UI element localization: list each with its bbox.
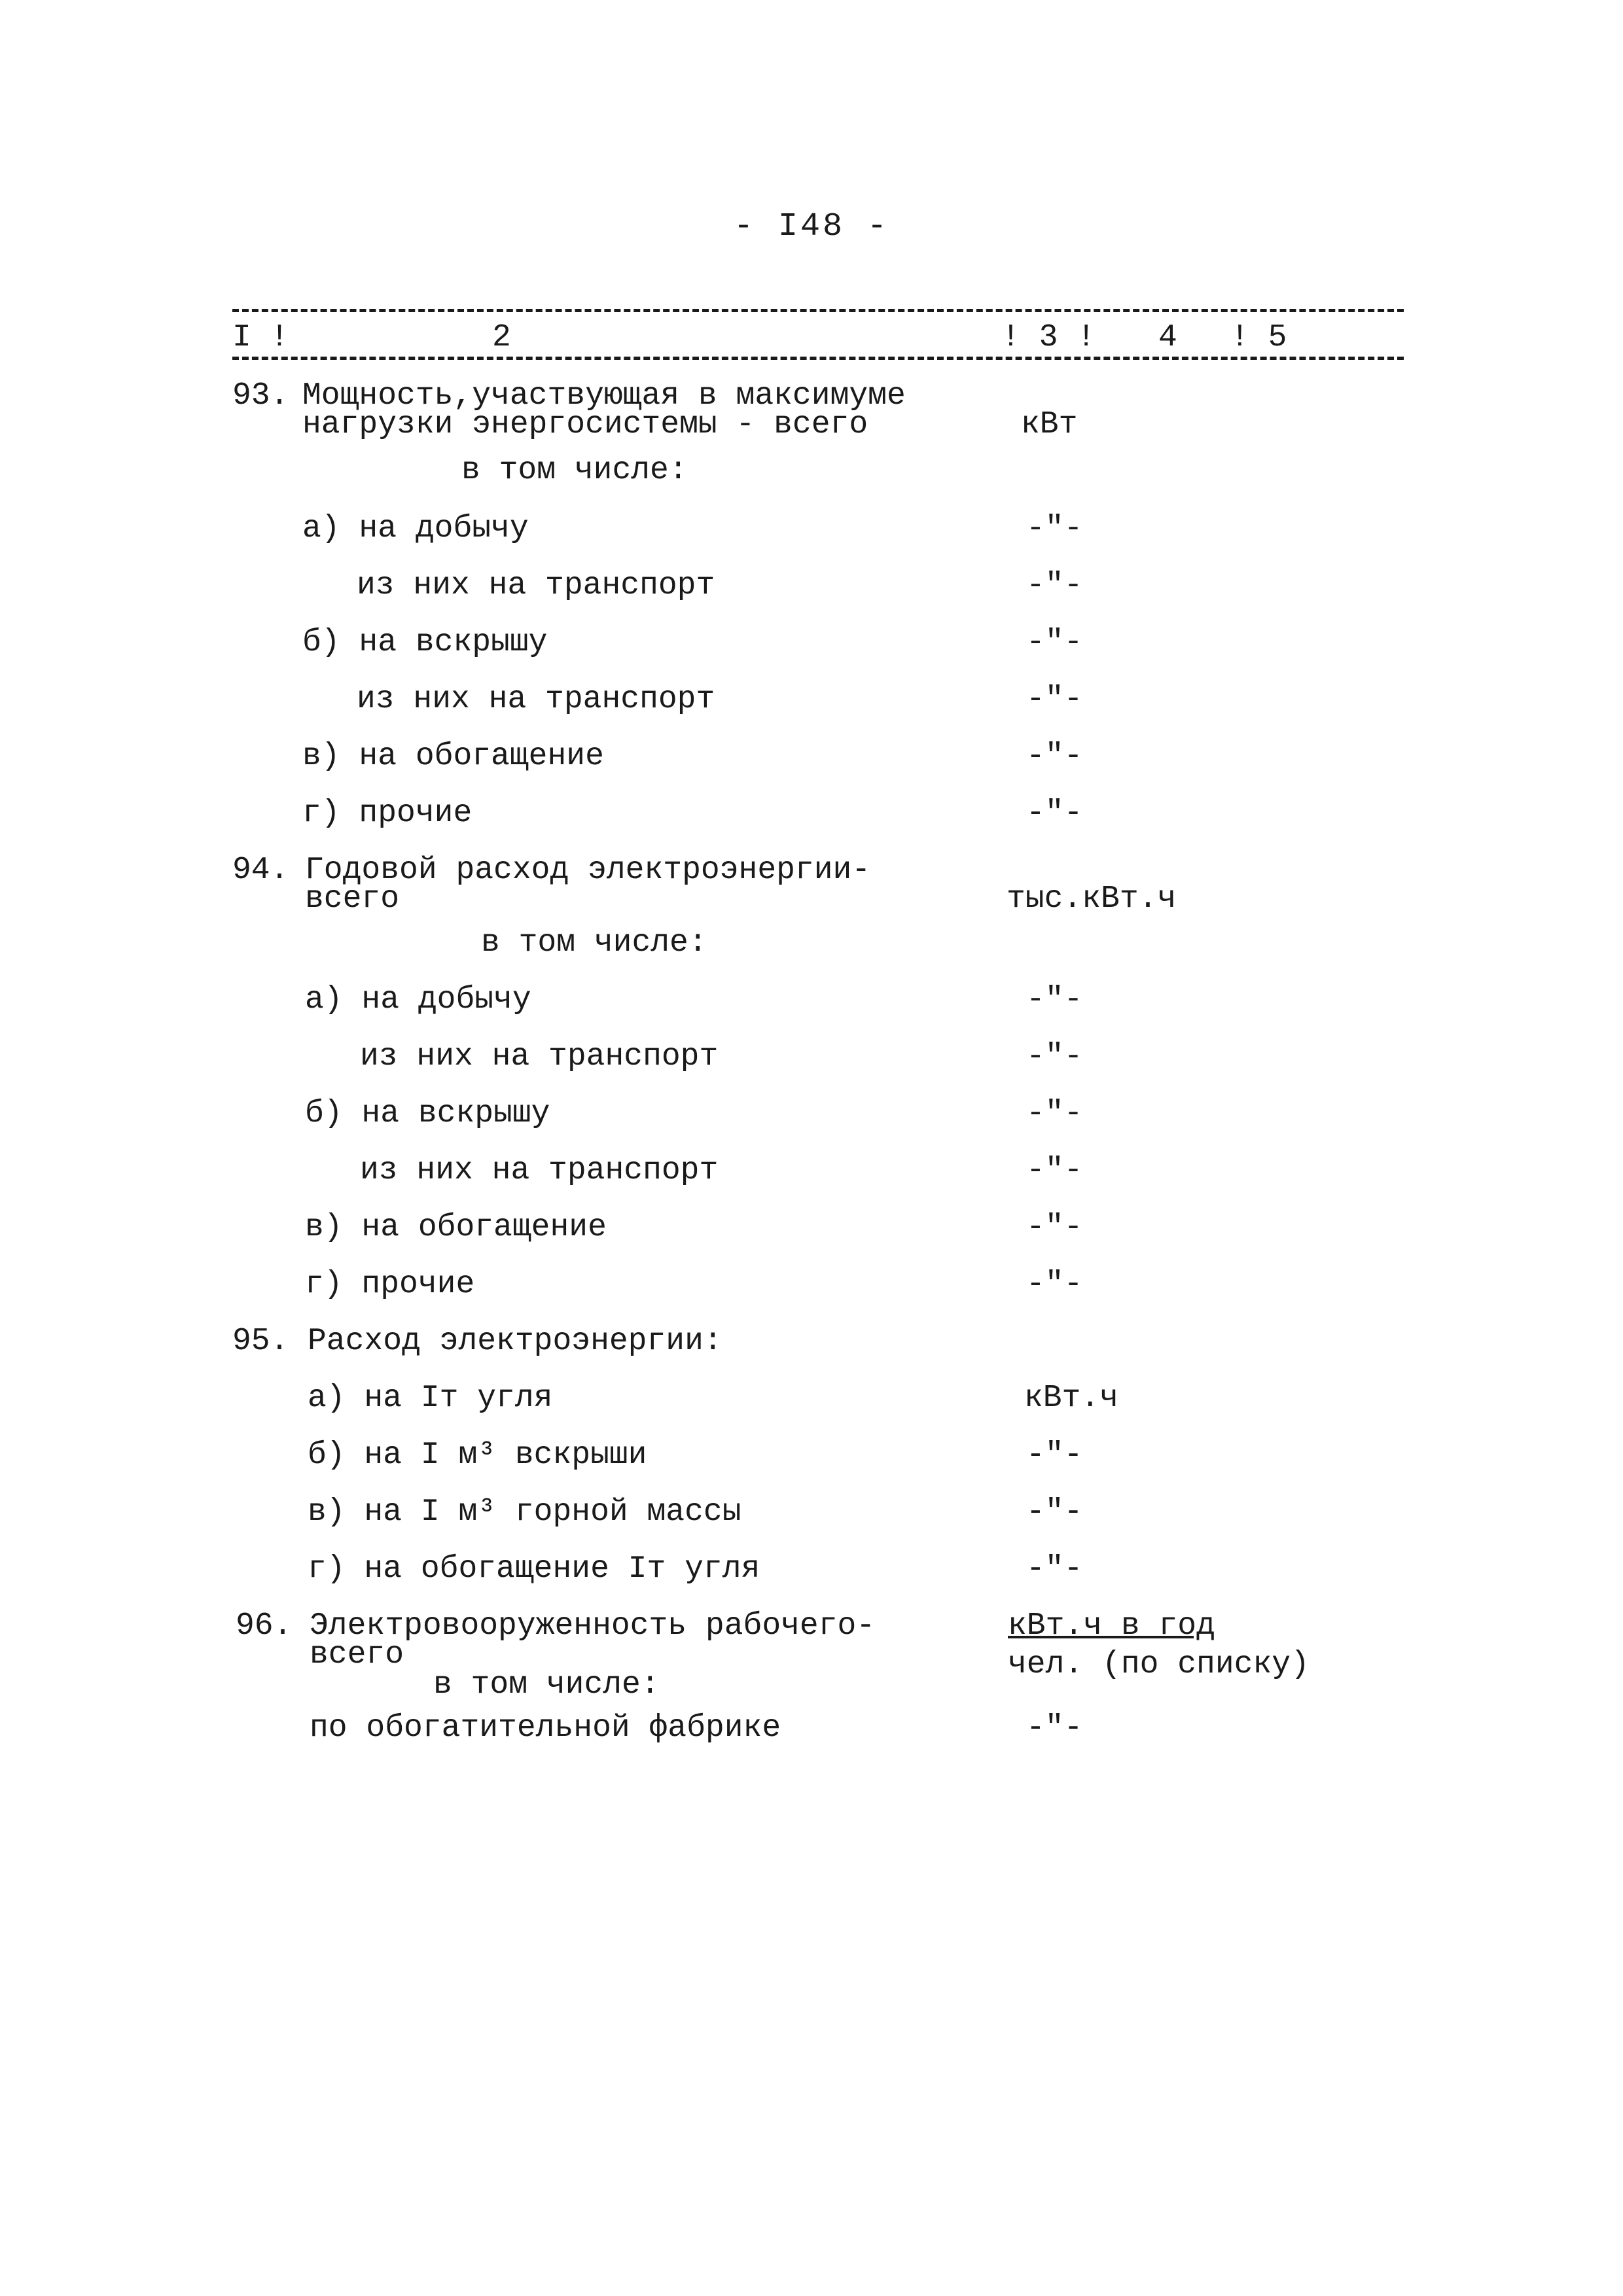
item-94-g-ditto: -"- bbox=[1026, 1267, 1083, 1302]
column-header-3: ! 3 ! bbox=[1001, 320, 1096, 355]
item-93-a-ditto: -"- bbox=[1026, 511, 1083, 546]
item-94-b-sub-ditto: -"- bbox=[1026, 1153, 1083, 1188]
item-94-g: г) прочие bbox=[305, 1267, 475, 1302]
item-94-v-ditto: -"- bbox=[1026, 1210, 1083, 1245]
item-96-title-line2: всего bbox=[310, 1637, 404, 1672]
item-94-a-ditto: -"- bbox=[1026, 982, 1083, 1017]
page-number: - I48 - bbox=[733, 208, 890, 245]
item-93-title-line1: Мощность,участвующая в максимуме bbox=[302, 378, 906, 414]
item-96-title-line1: Электровооруженность рабочего- bbox=[310, 1608, 876, 1644]
column-header-1: I ! bbox=[232, 320, 289, 355]
item-95-a: а) на Iт угля bbox=[308, 1381, 553, 1416]
item-93-number: 93. bbox=[232, 378, 289, 414]
item-94-title-line2: всего bbox=[305, 881, 400, 917]
item-93-unit: кВт bbox=[1021, 407, 1078, 442]
item-95-g-ditto: -"- bbox=[1026, 1551, 1083, 1587]
item-96-unit-numerator: кВт.ч в год bbox=[1008, 1608, 1215, 1644]
column-header-5: ! 5 bbox=[1230, 320, 1287, 355]
item-96-in-that: в том числе: bbox=[433, 1667, 660, 1703]
item-95-v: в) на I м³ горной массы bbox=[308, 1494, 741, 1530]
item-93-b: б) на вскрышу bbox=[302, 625, 548, 660]
table-header-bottom-rule bbox=[232, 357, 1404, 360]
table-header-top-rule bbox=[232, 309, 1404, 312]
item-94-b-sub: из них на транспорт bbox=[360, 1153, 719, 1188]
item-94-title-line1: Годовой расход электроэнергии- bbox=[305, 853, 871, 888]
item-93-g-ditto: -"- bbox=[1026, 796, 1083, 831]
item-96-unit-denominator: чел. (по списку) bbox=[1008, 1647, 1310, 1682]
item-94-v: в) на обогащение bbox=[305, 1210, 607, 1245]
item-94-number: 94. bbox=[232, 853, 289, 888]
item-93-v: в) на обогащение bbox=[302, 739, 604, 774]
item-93-g: г) прочие bbox=[302, 796, 473, 831]
item-95-title: Расход электроэнергии: bbox=[308, 1324, 722, 1359]
column-header-2: 2 bbox=[492, 320, 511, 355]
item-93-b-sub: из них на транспорт bbox=[357, 682, 715, 717]
item-96-sub-ditto: -"- bbox=[1026, 1710, 1083, 1746]
item-95-b: б) на I м³ вскрыши bbox=[308, 1438, 647, 1473]
item-94-b-ditto: -"- bbox=[1026, 1096, 1083, 1131]
item-93-v-ditto: -"- bbox=[1026, 739, 1083, 774]
item-93-title-line2: нагрузки энергосистемы - всего bbox=[302, 407, 868, 442]
item-96-number: 96. bbox=[236, 1608, 293, 1644]
item-96-sub: по обогатительной фабрике bbox=[310, 1710, 781, 1746]
column-header-4: 4 bbox=[1158, 320, 1177, 355]
item-95-a-unit: кВт.ч bbox=[1024, 1381, 1119, 1416]
item-94-unit: тыс.кВт.ч bbox=[1007, 881, 1177, 917]
item-93-b-sub-ditto: -"- bbox=[1026, 682, 1083, 717]
item-95-number: 95. bbox=[232, 1324, 289, 1359]
item-95-g: г) на обогащение Iт угля bbox=[308, 1551, 760, 1587]
item-93-in-that: в том числе: bbox=[461, 453, 688, 488]
item-94-b: б) на вскрышу bbox=[305, 1096, 550, 1131]
item-95-b-ditto: -"- bbox=[1026, 1438, 1083, 1473]
item-94-in-that: в том числе: bbox=[481, 925, 707, 961]
item-95-v-ditto: -"- bbox=[1026, 1494, 1083, 1530]
item-93-a: а) на добычу bbox=[302, 511, 529, 546]
item-94-a-sub-ditto: -"- bbox=[1026, 1039, 1083, 1074]
item-94-a: а) на добычу bbox=[305, 982, 531, 1017]
item-94-a-sub: из них на транспорт bbox=[360, 1039, 719, 1074]
item-93-b-ditto: -"- bbox=[1026, 625, 1083, 660]
item-93-a-sub-ditto: -"- bbox=[1026, 568, 1083, 603]
item-93-a-sub: из них на транспорт bbox=[357, 568, 715, 603]
